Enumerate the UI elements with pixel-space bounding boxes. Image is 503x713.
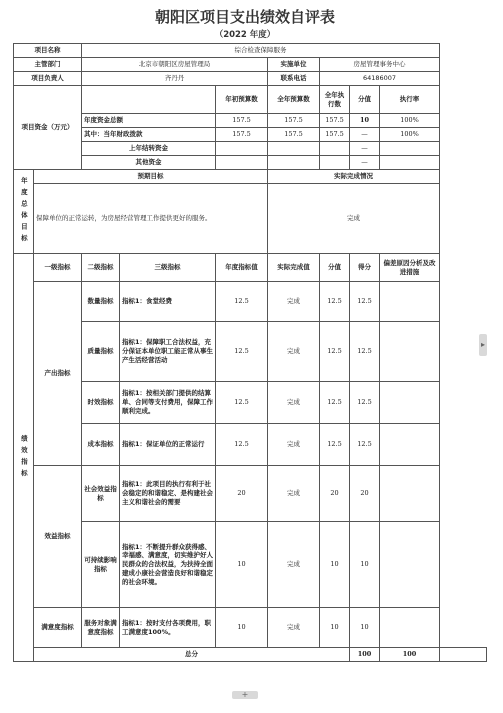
level3-text: 指标1：不断提升群众获得感、幸福感、满意度，切实维护好人民群众的合法权益，为扶持全面建成小康社会营造良好和谐稳定的社会环境。	[120, 522, 216, 608]
target-value: 12.5	[216, 282, 268, 322]
goal-expected-text: 保障单位的正常运转，为房屋经营管理工作提供更好的服务。	[34, 184, 268, 254]
funds-header-initial: 年初预算数	[216, 86, 268, 114]
weight-value: 10	[320, 522, 350, 608]
score-value: 20	[350, 466, 380, 522]
level3-text: 指标1：按时支付各项费用，职工满意度100%。	[120, 608, 216, 648]
total-label: 总分	[34, 648, 350, 662]
funds-annual	[268, 142, 320, 156]
funds-rate: 100%	[380, 114, 440, 128]
funds-executed	[320, 142, 350, 156]
value-department: 北京市朝阳区房屋管理局	[82, 58, 268, 72]
header-level3: 三级指标	[120, 254, 216, 282]
level2-label: 社会效益指标	[82, 466, 120, 522]
indicator-row	[14, 522, 487, 608]
level1-label: 效益指标	[34, 466, 82, 608]
funds-header-annual: 全年预算数	[268, 86, 320, 114]
row-leader	[14, 72, 487, 86]
goal-actual-header: 实际完成情况	[268, 170, 440, 184]
header-target: 年度指标值	[216, 254, 268, 282]
target-value: 20	[216, 466, 268, 522]
funds-executed	[320, 156, 350, 170]
indicator-row	[14, 466, 487, 522]
total-weight: 100	[350, 648, 380, 662]
total-row	[14, 648, 487, 662]
score-value: 12.5	[350, 322, 380, 382]
target-value: 12.5	[216, 424, 268, 466]
funds-header-rate: 执行率	[380, 86, 440, 114]
funds-row-label: 上年结转资金	[82, 142, 216, 156]
funds-row-label: 年度资金总额	[82, 114, 216, 128]
form-year: （2022 年度）	[214, 30, 276, 40]
actual-value: 完成	[268, 282, 320, 322]
note-value	[380, 608, 440, 648]
funds-row	[14, 128, 487, 142]
level3-text: 指标1：此项目的执行有利于社会稳定的和谐稳定、是构建社会主义和谐社会的需要	[120, 466, 216, 522]
weight-value: 12.5	[320, 322, 350, 382]
header-weight: 分值	[320, 254, 350, 282]
level3-text: 指标1：保证单位的正常运行	[120, 424, 216, 466]
evaluation-table	[13, 43, 487, 662]
weight-value: 12.5	[320, 282, 350, 322]
level2-label: 质量指标	[82, 322, 120, 382]
side-expand-icon[interactable]: ▸	[479, 334, 487, 356]
label-annual-goal: 年度总体目标	[14, 170, 34, 254]
weight-value: 12.5	[320, 382, 350, 424]
funds-header-executed: 全年执行数	[320, 86, 350, 114]
header-note: 偏差原因分析及改进措施	[380, 254, 440, 282]
target-value: 10	[216, 522, 268, 608]
label-department: 主管部门	[14, 58, 82, 72]
target-value: 10	[216, 608, 268, 648]
value-phone: 64186007	[320, 72, 440, 86]
indicator-row	[14, 424, 487, 466]
target-value: 12.5	[216, 382, 268, 424]
target-value: 12.5	[216, 322, 268, 382]
funds-rate	[380, 142, 440, 156]
value-leader: 齐丹丹	[82, 72, 268, 86]
label-phone: 联系电话	[268, 72, 320, 86]
goal-content-row	[14, 184, 487, 254]
score-value: 12.5	[350, 282, 380, 322]
funds-weight: —	[350, 142, 380, 156]
level3-text: 指标1：按相关部门提供的结算单、合同等支付费用，保障工作顺利完成。	[120, 382, 216, 424]
funds-initial	[216, 142, 268, 156]
funds-row	[14, 114, 487, 128]
funds-annual: 157.5	[268, 128, 320, 142]
actual-value: 完成	[268, 424, 320, 466]
funds-initial	[216, 156, 268, 170]
header-actual: 实际完成值	[268, 254, 320, 282]
level1-label: 产出指标	[34, 282, 82, 466]
value-project-name: 综合检查保障服务	[82, 44, 440, 58]
note-value	[380, 322, 440, 382]
funds-executed: 157.5	[320, 114, 350, 128]
label-leader: 项目负责人	[14, 72, 82, 86]
actual-value: 完成	[268, 322, 320, 382]
row-project-name	[14, 44, 487, 58]
actual-value: 完成	[268, 608, 320, 648]
label-funds: 项目资金（万元）	[14, 86, 82, 170]
funds-row	[14, 142, 487, 156]
funds-header-row	[14, 86, 487, 114]
funds-header-weight: 分值	[350, 86, 380, 114]
note-value	[380, 424, 440, 466]
funds-row	[14, 156, 487, 170]
indicator-row	[14, 382, 487, 424]
header-score: 得分	[350, 254, 380, 282]
actual-value: 完成	[268, 466, 320, 522]
funds-rate	[380, 156, 440, 170]
funds-row-label: 其中：当年财政拨款	[82, 128, 216, 142]
level2-label: 数量指标	[82, 282, 120, 322]
funds-initial: 157.5	[216, 128, 268, 142]
weight-value: 12.5	[320, 424, 350, 466]
header-level1: 一级指标	[34, 254, 82, 282]
funds-weight: 10	[350, 114, 380, 128]
score-value: 10	[350, 608, 380, 648]
goal-actual-text: 完成	[268, 184, 440, 254]
indicators-header-row	[14, 254, 487, 282]
score-value: 12.5	[350, 424, 380, 466]
level2-label: 可持续影响指标	[82, 522, 120, 608]
level2-label: 服务对象满意度指标	[82, 608, 120, 648]
level2-label: 时效指标	[82, 382, 120, 424]
score-value: 10	[350, 522, 380, 608]
row-department	[14, 58, 487, 72]
goal-header-row	[14, 170, 487, 184]
funds-initial: 157.5	[216, 114, 268, 128]
indicator-row	[14, 322, 487, 382]
score-value: 12.5	[350, 382, 380, 424]
funds-executed: 157.5	[320, 128, 350, 142]
funds-annual	[268, 156, 320, 170]
note-value	[380, 522, 440, 608]
funds-annual: 157.5	[268, 114, 320, 128]
level2-label: 成本指标	[82, 424, 120, 466]
label-indicators: 绩效指标	[14, 254, 34, 662]
note-value	[380, 382, 440, 424]
funds-weight: —	[350, 128, 380, 142]
level1-label: 满意度指标	[34, 608, 82, 648]
note-value	[380, 466, 440, 522]
actual-value: 完成	[268, 522, 320, 608]
header-level2: 二级指标	[82, 254, 120, 282]
indicator-row	[14, 282, 487, 322]
actual-value: 完成	[268, 382, 320, 424]
label-implementer: 实施单位	[268, 58, 320, 72]
value-implementer: 房屋管理事务中心	[320, 58, 440, 72]
form-title: 朝阳区项目支出绩效自评表	[154, 8, 335, 26]
funds-row-label: 其他资金	[82, 156, 216, 170]
level3-text: 指标1：食堂经费	[120, 282, 216, 322]
funds-rate: 100%	[380, 128, 440, 142]
label-project-name: 项目名称	[14, 44, 82, 58]
level3-text: 指标1：保障职工合法权益，充分保证本单位职工能正常从事生产生活经营活动	[120, 322, 216, 382]
page-add-icon[interactable]: +	[232, 691, 258, 699]
note-value	[380, 282, 440, 322]
indicator-row	[14, 608, 487, 648]
weight-value: 20	[320, 466, 350, 522]
funds-weight: —	[350, 156, 380, 170]
weight-value: 10	[320, 608, 350, 648]
total-score: 100	[380, 648, 440, 662]
goal-expected-header: 预期目标	[34, 170, 268, 184]
